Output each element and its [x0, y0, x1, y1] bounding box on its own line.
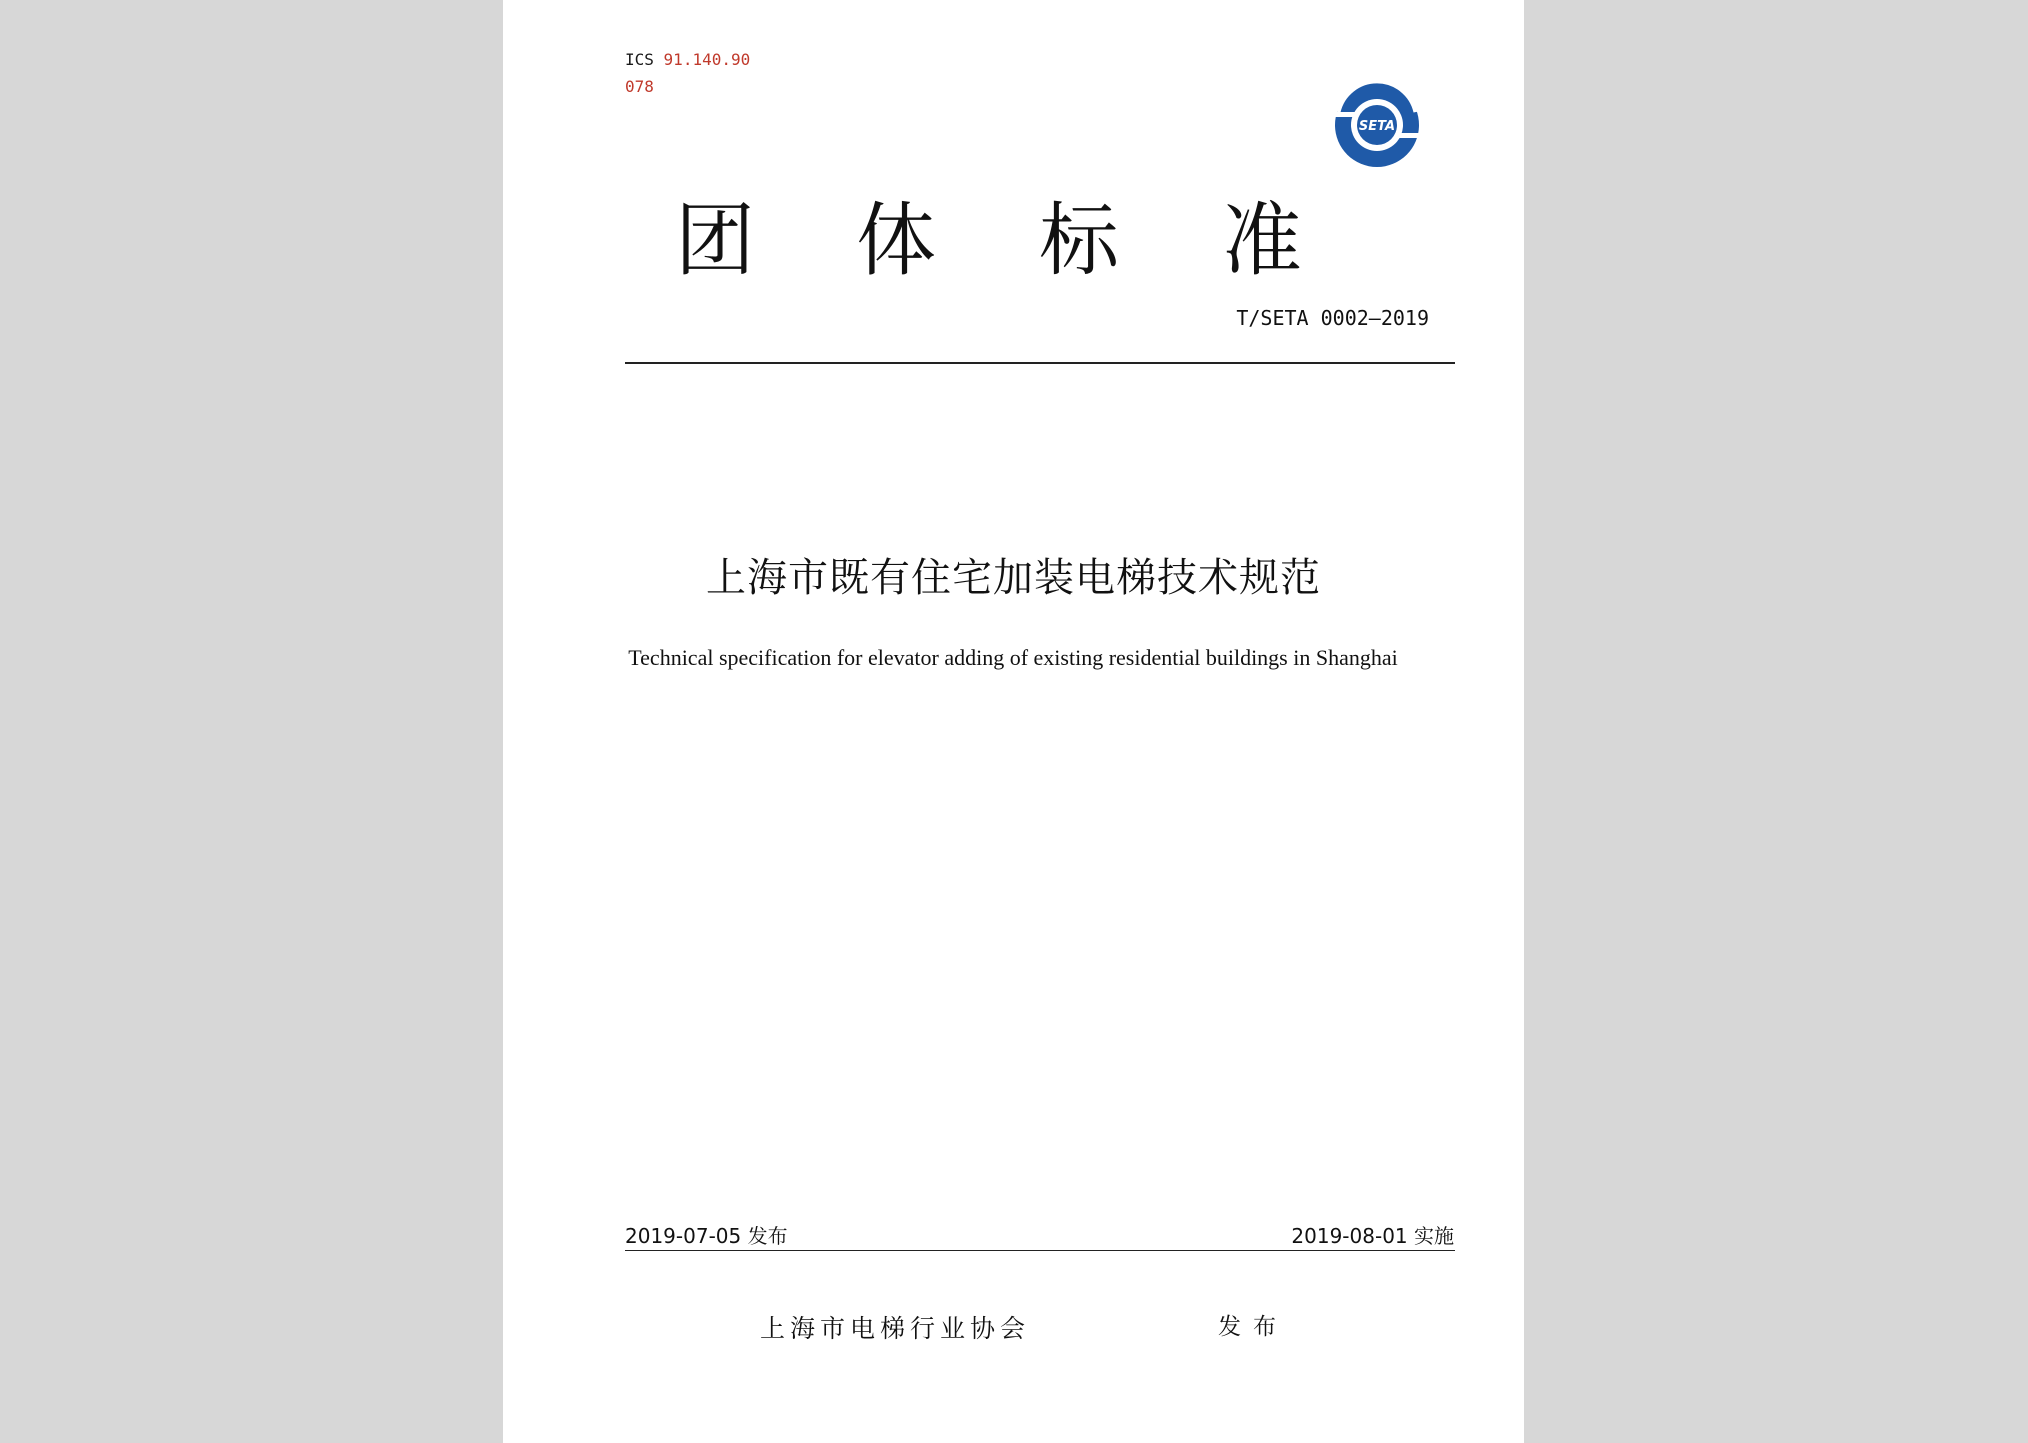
seta-logo-icon	[1334, 82, 1420, 168]
ics-classification	[625, 50, 750, 70]
document-type-heading	[603, 196, 1423, 286]
implementation-date: 2019-08-01 实施	[1291, 1224, 1454, 1248]
doc-type-char-3: 标	[1039, 194, 1119, 287]
issue-date: 2019-07-05 发布	[625, 1224, 788, 1248]
document-page	[503, 0, 1524, 1443]
publisher-action: 发布	[1218, 1314, 1288, 1340]
title-chinese: 上海市既有住宅加装电梯技术规范	[706, 555, 1321, 601]
doc-type-char-4: 准	[1222, 194, 1302, 287]
ics-code: 91.140.90	[663, 50, 751, 69]
header-divider	[625, 362, 1455, 364]
publisher-name: 上海市电梯行业协会	[760, 1314, 1031, 1343]
footer-divider	[625, 1250, 1455, 1251]
logo-text: SETA	[1358, 119, 1396, 134]
doc-type-char-1: 团	[675, 194, 755, 287]
ccs-code: 078	[625, 77, 654, 96]
title-english: Technical specification for elevator adding of existing residential buildings in Shanghai	[628, 645, 1398, 670]
doc-type-char-2: 体	[856, 194, 936, 287]
ics-label: ICS	[625, 50, 654, 69]
standard-number: T/SETA 0002—2019	[1236, 306, 1429, 330]
